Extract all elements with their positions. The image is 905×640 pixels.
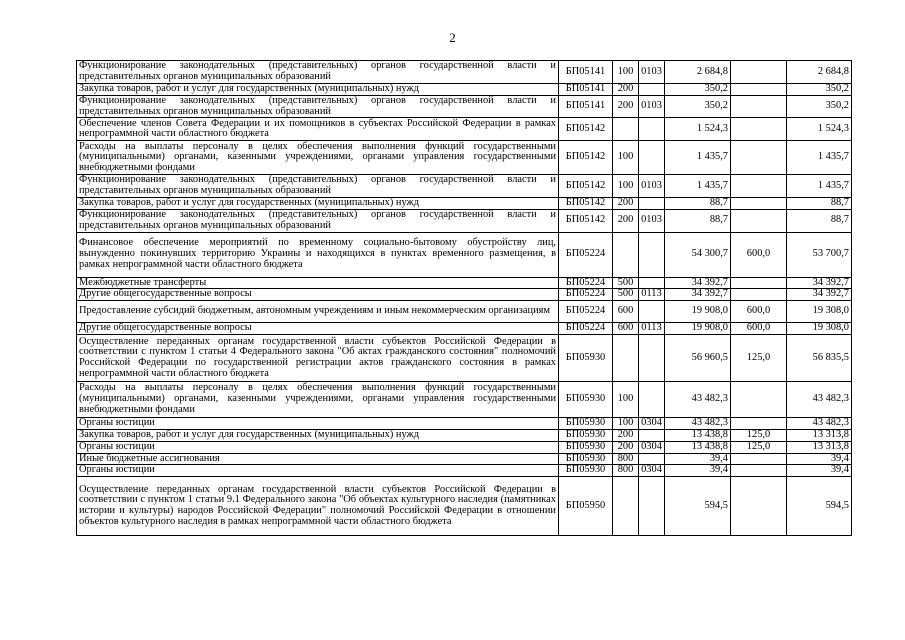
total-cell: 39,4 [787,453,852,465]
change-cell [731,118,787,141]
target-code-cell: БП05142 [559,141,613,175]
target-code-cell: БП05141 [559,61,613,84]
change-cell [731,141,787,175]
total-cell: 350,2 [787,84,852,96]
target-code-cell: БП05930 [559,429,613,441]
expense-type-cell: 100 [613,175,639,198]
expense-name-cell: Осуществление переданных органам государственной власти субъектов Российской Федерации в соответствии с пунктом 1 статьи 4 Федерального закона "Об актах гражданского состояния" полномочий Российской Федерации по государственной регистрации актов гражданского состояния в рамках непрограммной части областного бюджета [77,335,559,382]
total-cell: 1 435,7 [787,141,852,175]
total-cell: 19 308,0 [787,323,852,335]
total-cell: 2 684,8 [787,61,852,84]
amount-cell: 43 482,3 [665,382,731,418]
amount-cell: 19 908,0 [665,301,731,323]
section-code-cell [639,118,665,141]
expense-name-cell: Органы юстиции [77,418,559,430]
target-code-cell: БП05930 [559,441,613,453]
expense-name-cell: Закупка товаров, работ и услуг для государственных (муниципальных) нужд [77,197,559,209]
expense-type-cell: 600 [613,301,639,323]
amount-cell: 88,7 [665,209,731,232]
table-row [77,477,852,536]
expense-type-cell [613,232,639,277]
expense-name-cell: Иные бюджетные ассигнования [77,453,559,465]
expense-type-cell: 800 [613,465,639,477]
expense-name-cell: Расходы на выплаты персоналу в целях обеспечения выполнения функций государственными (муниципальными) органами, казенными учреждениями, органами управления государственными внебюджетными фондами [77,382,559,418]
table-row [77,232,852,277]
change-cell [731,197,787,209]
table-row [77,141,852,175]
amount-cell: 13 438,8 [665,441,731,453]
amount-cell: 1 435,7 [665,141,731,175]
total-cell: 13 313,8 [787,441,852,453]
amount-cell: 1 435,7 [665,175,731,198]
total-cell: 13 313,8 [787,429,852,441]
amount-cell: 43 482,3 [665,418,731,430]
section-code-cell [639,197,665,209]
section-code-cell: 0304 [639,441,665,453]
section-code-cell: 0113 [639,289,665,301]
change-cell [731,453,787,465]
total-cell: 594,5 [787,477,852,536]
change-cell: 125,0 [731,335,787,382]
expense-name-cell: Органы юстиции [77,441,559,453]
table-row [77,301,852,323]
amount-cell: 350,2 [665,95,731,118]
change-cell [731,61,787,84]
target-code-cell: БП05142 [559,175,613,198]
total-cell: 53 700,7 [787,232,852,277]
section-code-cell: 0304 [639,465,665,477]
total-cell: 19 308,0 [787,301,852,323]
change-cell: 600,0 [731,232,787,277]
expense-type-cell: 100 [613,61,639,84]
total-cell: 88,7 [787,197,852,209]
table-row [77,175,852,198]
total-cell: 1 524,3 [787,118,852,141]
section-code-cell [639,477,665,536]
section-code-cell [639,382,665,418]
expense-name-cell: Финансовое обеспечение мероприятий по временному социально-бытовому обустройству лиц, вынужденно покинувших территорию Украины и находящихся в пунктах временного размещения, в рамках непрограммной части областного бюджета [77,232,559,277]
table-row [77,118,852,141]
expense-type-cell: 600 [613,323,639,335]
amount-cell: 56 960,5 [665,335,731,382]
expense-type-cell [613,477,639,536]
table-row [77,61,852,84]
target-code-cell: БП05142 [559,197,613,209]
target-code-cell: БП05141 [559,95,613,118]
expense-type-cell: 200 [613,95,639,118]
change-cell: 125,0 [731,441,787,453]
change-cell [731,95,787,118]
change-cell [731,84,787,96]
table-row [77,441,852,453]
expense-name-cell: Расходы на выплаты персоналу в целях обеспечения выполнения функций государственными (муниципальными) органами, казенными учреждениями, органами управления государственными внебюджетными фондами [77,141,559,175]
amount-cell: 34 392,7 [665,277,731,289]
target-code-cell: БП05930 [559,465,613,477]
expense-type-cell: 200 [613,441,639,453]
change-cell: 600,0 [731,301,787,323]
section-code-cell [639,141,665,175]
amount-cell: 39,4 [665,465,731,477]
section-code-cell: 0103 [639,175,665,198]
change-cell [731,277,787,289]
expense-type-cell: 200 [613,209,639,232]
expense-name-cell: Органы юстиции [77,465,559,477]
table-row [77,209,852,232]
change-cell [731,418,787,430]
change-cell [731,382,787,418]
expense-type-cell: 500 [613,289,639,301]
table-row [77,95,852,118]
amount-cell: 350,2 [665,84,731,96]
expense-name-cell: Предоставление субсидий бюджетным, автономным учреждениям и иным некоммерческим организациям [77,301,559,323]
amount-cell: 2 684,8 [665,61,731,84]
target-code-cell: БП05224 [559,289,613,301]
expense-type-cell: 100 [613,418,639,430]
section-code-cell [639,335,665,382]
expense-type-cell: 100 [613,141,639,175]
section-code-cell: 0103 [639,209,665,232]
table-body [77,61,852,536]
table-row [77,465,852,477]
section-code-cell: 0103 [639,61,665,84]
expense-name-cell: Закупка товаров, работ и услуг для государственных (муниципальных) нужд [77,84,559,96]
section-code-cell [639,453,665,465]
section-code-cell [639,232,665,277]
target-code-cell: БП05930 [559,453,613,465]
total-cell: 39,4 [787,465,852,477]
section-code-cell [639,301,665,323]
total-cell: 34 392,7 [787,277,852,289]
table-row [77,418,852,430]
section-code-cell: 0113 [639,323,665,335]
target-code-cell: БП05224 [559,301,613,323]
expense-name-cell: Обеспечение членов Совета Федерации и их помощников в субъектах Российской Федерации в рамках непрограммной части областного бюджета [77,118,559,141]
expense-name-cell: Функционирование законодательных (представительных) органов государственной власти и представительных органов муниципальных образований [77,175,559,198]
expense-name-cell: Функционирование законодательных (представительных) органов государственной власти и представительных органов муниципальных образований [77,209,559,232]
change-cell: 125,0 [731,429,787,441]
amount-cell: 54 300,7 [665,232,731,277]
total-cell: 43 482,3 [787,418,852,430]
target-code-cell: БП05930 [559,418,613,430]
target-code-cell: БП05142 [559,118,613,141]
change-cell [731,289,787,301]
change-cell: 600,0 [731,323,787,335]
target-code-cell: БП05224 [559,232,613,277]
amount-cell: 13 438,8 [665,429,731,441]
section-code-cell: 0304 [639,418,665,430]
total-cell: 350,2 [787,95,852,118]
amount-cell: 1 524,3 [665,118,731,141]
expense-name-cell: Межбюджетные трансферты [77,277,559,289]
expense-type-cell [613,335,639,382]
expense-type-cell [613,118,639,141]
change-cell [731,477,787,536]
table-row [77,429,852,441]
table-row [77,197,852,209]
expense-name-cell: Закупка товаров, работ и услуг для государственных (муниципальных) нужд [77,429,559,441]
section-code-cell [639,84,665,96]
table-row [77,84,852,96]
table-row [77,277,852,289]
expense-type-cell: 500 [613,277,639,289]
change-cell [731,465,787,477]
total-cell: 56 835,5 [787,335,852,382]
section-code-cell [639,429,665,441]
change-cell [731,209,787,232]
page-number: 2 [449,30,456,45]
amount-cell: 39,4 [665,453,731,465]
expense-name-cell: Осуществление переданных органам государственной власти субъектов Российской Федерации в соответствии с пунктом 1 статьи 9.1 Федерального закона "Об объектах культурного наследия (памятниках истории и культуры) народов Российской Федерации" полномочий Российской Федерации в отношении объектов культурного наследия в рамках непрограммной части областного бюджета [77,477,559,536]
section-code-cell [639,277,665,289]
target-code-cell: БП05141 [559,84,613,96]
table-row [77,323,852,335]
total-cell: 43 482,3 [787,382,852,418]
target-code-cell: БП05224 [559,277,613,289]
expense-name-cell: Функционирование законодательных (представительных) органов государственной власти и представительных органов муниципальных образований [77,95,559,118]
section-code-cell: 0103 [639,95,665,118]
table-row [77,453,852,465]
amount-cell: 594,5 [665,477,731,536]
table-row [77,335,852,382]
target-code-cell: БП05930 [559,335,613,382]
budget-table [76,60,852,536]
total-cell: 88,7 [787,209,852,232]
expense-name-cell: Функционирование законодательных (представительных) органов государственной власти и представительных органов муниципальных образований [77,61,559,84]
target-code-cell: БП05950 [559,477,613,536]
target-code-cell: БП05224 [559,323,613,335]
change-cell [731,175,787,198]
expense-type-cell: 200 [613,84,639,96]
amount-cell: 19 908,0 [665,323,731,335]
table-row [77,289,852,301]
total-cell: 34 392,7 [787,289,852,301]
amount-cell: 88,7 [665,197,731,209]
expense-type-cell: 800 [613,453,639,465]
table-row [77,382,852,418]
expense-type-cell: 200 [613,197,639,209]
target-code-cell: БП05930 [559,382,613,418]
amount-cell: 34 392,7 [665,289,731,301]
expense-type-cell: 200 [613,429,639,441]
total-cell: 1 435,7 [787,175,852,198]
expense-type-cell: 100 [613,382,639,418]
expense-name-cell: Другие общегосударственные вопросы [77,289,559,301]
expense-name-cell: Другие общегосударственные вопросы [77,323,559,335]
target-code-cell: БП05142 [559,209,613,232]
